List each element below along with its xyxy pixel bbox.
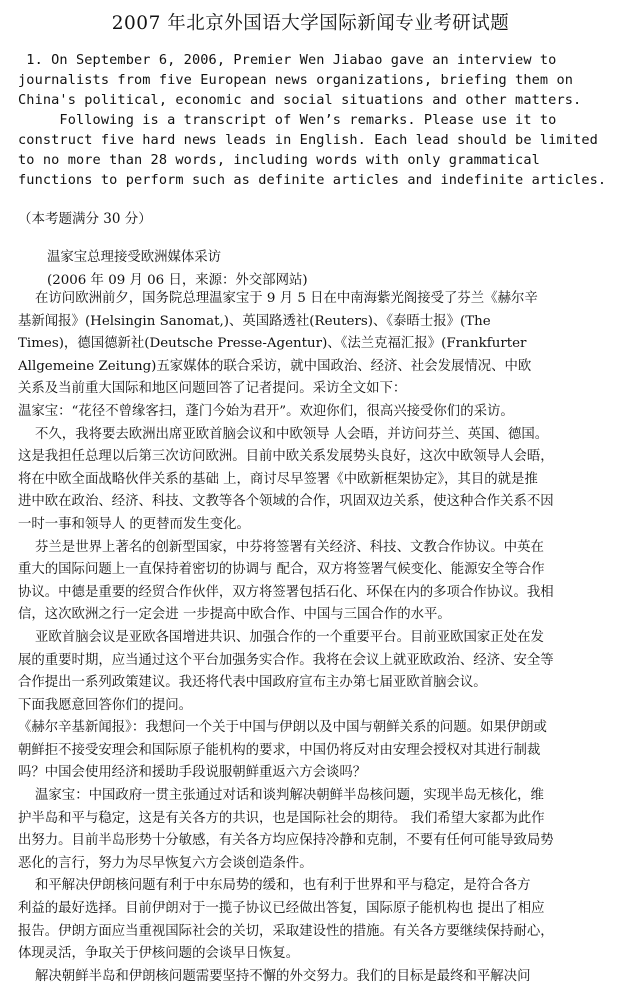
article-line: 信，这次欧洲之行一定会进 一步提高中欧合作、中国与三国合作的水平。 xyxy=(18,607,451,623)
question-line: construct five hard news leads in English. Each lead should be limited xyxy=(18,132,598,148)
question-line: journalists from five European news organizations, briefing them on xyxy=(18,72,574,88)
article-line: 出努力。目前半岛形势十分敏感，有关各方均应保持冷静和克制，不要有任何可能导致局势 xyxy=(18,833,554,849)
article-line: 不久，我将要去欧洲出席亚欧首脑会议和中欧领导 人会晤，并访问芬兰、英国、德国。 xyxy=(18,426,549,442)
article-line: 吗？中国会使用经济和援助手段说服朝鲜重返六方会谈吗？ xyxy=(18,765,367,781)
article-line: 展的重要时期，应当通过这个平台加强务实合作。我将在会议上就亚欧政治、经济、安全等 xyxy=(18,652,554,668)
question-line: functions to perform such as definite articles and indefinite articles. xyxy=(18,172,607,188)
score-note: （本考题满分 30 分） xyxy=(18,211,152,227)
article-line: 体现灵活，争取关于伊核问题的会谈早日恢复。 xyxy=(18,946,300,962)
question-line: Following is a transcript of Wen’s remarks. Please use it to xyxy=(18,112,557,128)
question-line: China's political, economic and social situations and other matters. xyxy=(18,92,582,108)
article-line: 恶化的言行，努力为尽早恢复六方会谈创造条件。 xyxy=(18,855,313,871)
article-line: 下面我愿意回答你们的提问。 xyxy=(18,697,193,713)
article-line: 亚欧首脑会议是亚欧各国增进共识、加强合作的一个重要平台。目前亚欧国家正处在发 xyxy=(18,629,544,645)
article-line: 重大的国际问题上一直保持着密切的协调与 配合，双方将签署气候变化、能源安全等合作 xyxy=(18,562,545,578)
page-title: 2007 年北京外国语大学国际新闻专业考研试题 xyxy=(111,13,510,34)
article-line: 朝鲜拒不接受安理会和国际原子能机构的要求，中国仍将反对由安理会授权对其进行制裁 xyxy=(18,742,541,758)
article-line: 利益的最好选择。目前伊朗对于一揽子协议已经做出答复，国际原子能机构也 提出了相应 xyxy=(18,901,545,917)
article-line: 一时一事和领导人 的更替而发生变化。 xyxy=(18,516,250,532)
article-line: 报告。伊朗方面应当重视国际社会的关切，采取建设性的措施。有关各方要继续保持耐心， xyxy=(18,923,554,939)
article-dateline: (2006 年 09 月 06 日，来源：外交部网站) xyxy=(47,273,308,288)
article-line: 温家宝：中国政府一贯主张通过对话和谈判解决朝鲜半岛核问题，实现半岛无核化，维 xyxy=(18,788,544,804)
article-line: Times)，德国德新社(Deutsche Presse-Agentur)、《法兰克福汇报》(Frankfurter xyxy=(18,336,527,352)
question-line: to no more than 28 words, including words with only grammatical xyxy=(18,152,540,168)
article-line: 关系及当前重大国际和地区问题回答了记者提问。采访全文如下： xyxy=(18,381,407,397)
article-line: Allgemeine Zeitung)五家媒体的联合采访，就中国政治、经济、社会发展情况、中欧 xyxy=(18,358,532,374)
article-line: 进中欧在政治、经济、科技、文教等各个领域的合作，巩固双边关系，使这种合作关系不因 xyxy=(18,494,554,510)
article-line: 护半岛和平与稳定，这是有关各方的共识，也是国际社会的期待。 我们希望大家都为此作 xyxy=(18,810,545,826)
article-line: 芬兰是世界上著名的创新型国家，中芬将签署有关经济、科技、文教合作协议。中英在 xyxy=(18,539,544,555)
article-line: 将在中欧全面战略伙伴关系的基础 上，商讨尽早签署《中欧新框架协定》，其目的就是推 xyxy=(18,471,538,487)
article-line: 解决朝鲜半岛和伊朗核问题需要坚持不懈的外交努力。我们的目标是最终和平解决问 xyxy=(18,968,531,984)
article-body xyxy=(18,288,612,988)
article-line: 基新闻报》(Helsingin Sanomat,)、英国路透社(Reuters)、《泰晤士报》(The xyxy=(18,313,491,329)
question-line: 1. On September 6, 2006, Premier Wen Jiabao gave an interview to xyxy=(18,52,557,68)
article-headline: 温家宝总理接受欧洲媒体采访 xyxy=(47,250,222,265)
question-text xyxy=(18,50,610,190)
article-line: 在访问欧洲前夕，国务院总理温家宝于 9 月 5 日在中南海紫光阁接受了芬兰《赫尔辛 xyxy=(18,291,538,306)
article-line: 和平解决伊朗核问题有利于中东局势的缓和，也有利于世界和平与稳定，是符合各方 xyxy=(18,878,531,894)
article-line: 协议。中德是重要的经贸合作伙伴，双方将签署包括石化、环保在内的多项合作协议。我相 xyxy=(18,584,554,600)
article-line: 温家宝：“花径不曾缘客扫，蓬门今始为君开”。欢迎你们，很高兴接受你们的采访。 xyxy=(18,403,514,419)
article-line: 合作提出一系列政策建议。我还将代表中国政府宣布主办第七届亚欧首脑会议。 xyxy=(18,675,487,691)
article-line: 《赫尔辛基新闻报》：我想问一个关于中国与伊朗以及中国与朝鲜关系的问题。如果伊朗或 xyxy=(18,720,547,736)
article-line: 这是我担任总理以后第三次访问欧洲。目前中欧关系发展势头良好，这次中欧领导人会晤， xyxy=(18,449,554,465)
